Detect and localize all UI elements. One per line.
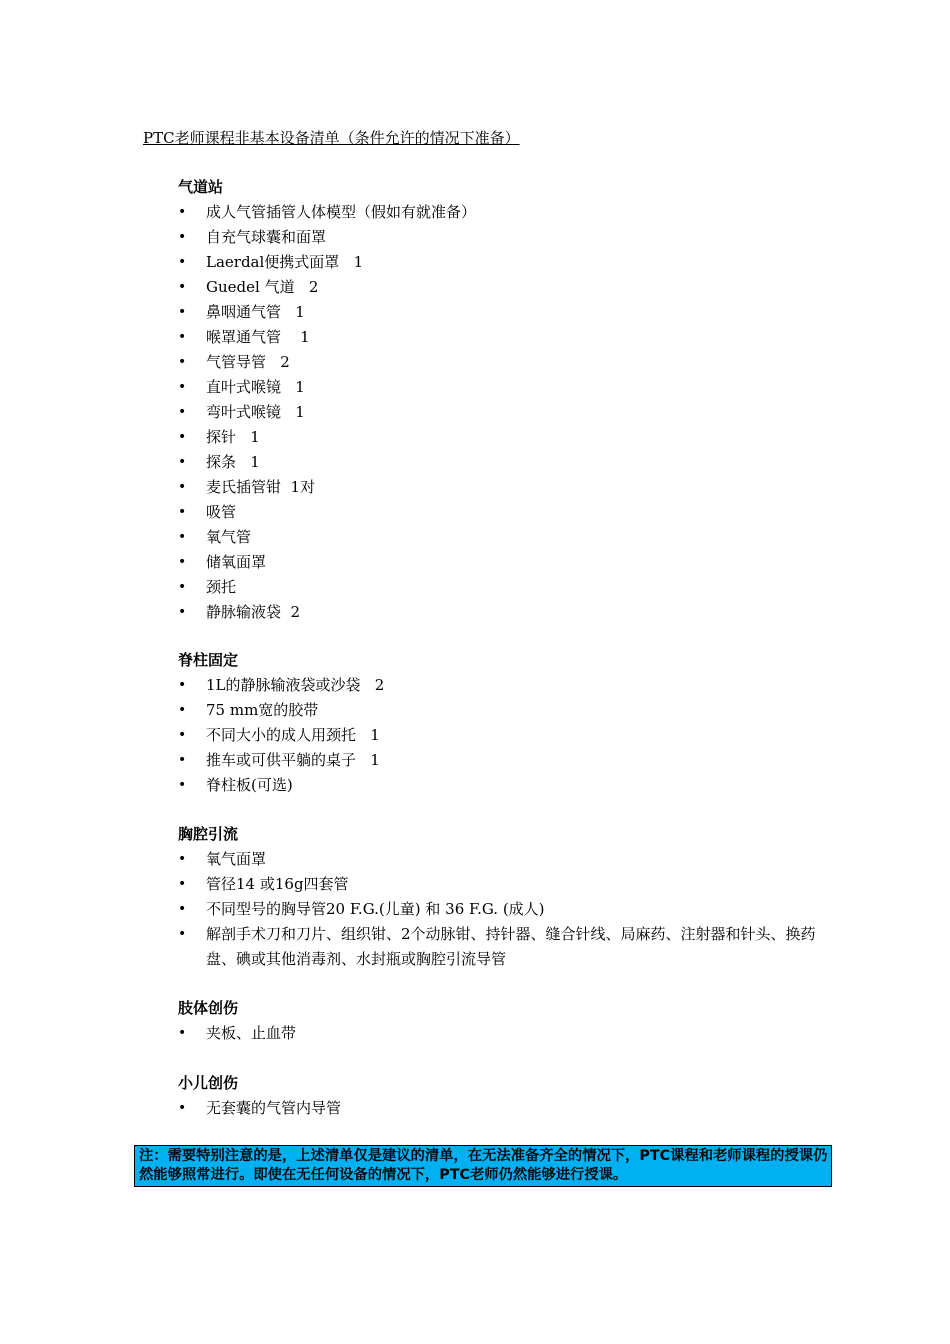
list-item: • 解剖手术刀和刀片、组织钳、2个动脉钳、持针器、缝合针线、局麻药、注射器和针头、换药盘、碘或其他消毒剂、水封瓶或胸腔引流导管 (178, 922, 816, 972)
list-item: • 静脉输液袋 2 (178, 600, 816, 625)
section-heading: 肢体创伤 (178, 999, 239, 1017)
section-heading: 气道站 (178, 178, 224, 196)
bullet-icon: • (178, 901, 187, 917)
bullet-icon: • (178, 604, 187, 620)
list-item: • 探针 1 (178, 425, 816, 450)
bullet-icon: • (178, 229, 187, 245)
bullet-icon: • (178, 254, 187, 270)
item-list (178, 1021, 816, 1046)
bullet-icon: • (178, 479, 187, 495)
bullet-icon: • (178, 579, 187, 595)
bullet-icon: • (178, 1025, 187, 1041)
bullet-icon: • (178, 429, 187, 445)
section-limb-trauma (178, 996, 816, 1046)
list-item: • 夹板、止血带 (178, 1021, 816, 1046)
bullet-icon: • (178, 702, 187, 718)
bullet-icon: • (178, 329, 187, 345)
list-item: • 管径14 或16g四套管 (178, 872, 816, 897)
list-item: • 储氧面罩 (178, 550, 816, 575)
list-item: • 成人气管插管人体模型（假如有就准备） (178, 200, 816, 225)
section-heading: 脊柱固定 (178, 651, 239, 669)
list-item: • Guedel 气道 2 (178, 275, 816, 300)
list-item: • 探条 1 (178, 450, 816, 475)
bullet-icon: • (178, 304, 187, 320)
list-item: • 1L的静脉输液袋或沙袋 2 (178, 673, 816, 698)
list-item: • 无套囊的气管内导管 (178, 1096, 816, 1121)
note-box: 注：需要特别注意的是，上述清单仅是建议的清单，在无法准备齐全的情况下，PTC课程和老师课程的授课仍然能够照常进行。即使在无任何设备的情况下，PTC老师仍然能够进行授课。 (134, 1145, 832, 1187)
list-item: • 氧气面罩 (178, 847, 816, 872)
section-airway (178, 175, 816, 625)
section-heading: 小儿创伤 (178, 1074, 239, 1092)
bullet-icon: • (178, 354, 187, 370)
bullet-icon: • (178, 404, 187, 420)
item-list (178, 200, 816, 625)
bullet-icon: • (178, 504, 187, 520)
list-item: • 75 mm宽的胶带 (178, 698, 816, 723)
list-item: • 直叶式喉镜 1 (178, 375, 816, 400)
bullet-icon: • (178, 777, 187, 793)
list-item: • 气管导管 2 (178, 350, 816, 375)
bullet-icon: • (178, 1100, 187, 1116)
list-item: • Laerdal便携式面罩 1 (178, 250, 816, 275)
list-item: • 自充气球囊和面罩 (178, 225, 816, 250)
section-pediatric-trauma (178, 1071, 816, 1121)
list-item: • 推车或可供平躺的桌子 1 (178, 748, 816, 773)
bullet-icon: • (178, 454, 187, 470)
bullet-icon: • (178, 677, 187, 693)
section-spine (178, 648, 816, 798)
bullet-icon: • (178, 379, 187, 395)
bullet-icon: • (178, 851, 187, 867)
item-list (178, 673, 816, 798)
bullet-icon: • (178, 529, 187, 545)
page-title: PTC老师课程非基本设备清单（条件允许的情况下准备） (143, 129, 520, 147)
list-item: • 氧气管 (178, 525, 816, 550)
bullet-icon: • (178, 876, 187, 892)
bullet-icon: • (178, 727, 187, 743)
bullet-icon: • (178, 752, 187, 768)
list-item: • 颈托 (178, 575, 816, 600)
item-list (178, 1096, 816, 1121)
bullet-icon: • (178, 554, 187, 570)
list-item: • 鼻咽通气管 1 (178, 300, 816, 325)
list-item: • 脊柱板(可选) (178, 773, 816, 798)
list-item: • 麦氏插管钳 1对 (178, 475, 816, 500)
list-item: • 不同型号的胸导管20 F.G.(儿童) 和 36 F.G. (成人) (178, 897, 816, 922)
bullet-icon: • (178, 279, 187, 295)
section-heading: 胸腔引流 (178, 825, 239, 843)
section-chest-drain (178, 822, 816, 972)
list-item: • 吸管 (178, 500, 816, 525)
bullet-icon: • (178, 926, 187, 942)
item-list (178, 847, 816, 972)
list-item: • 不同大小的成人用颈托 1 (178, 723, 816, 748)
list-item: • 喉罩通气管 1 (178, 325, 816, 350)
list-item: • 弯叶式喉镜 1 (178, 400, 816, 425)
bullet-icon: • (178, 204, 187, 220)
